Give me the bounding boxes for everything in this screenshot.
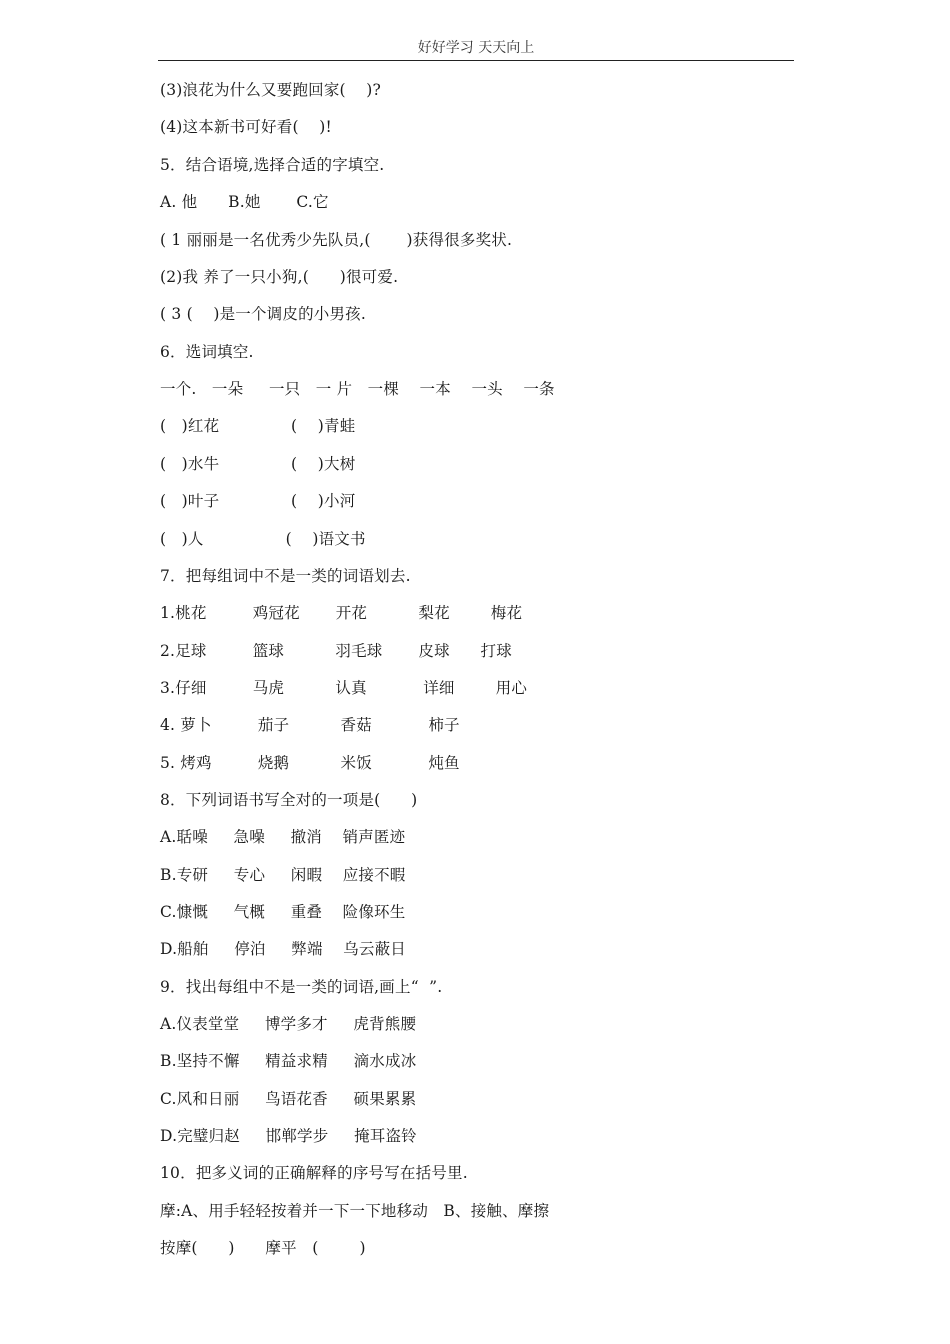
question-7-group-2: 2.足球 篮球 羽毛球 皮球 打球 <box>160 642 512 660</box>
question-7-group-3: 3.仔细 马虎 认真 详细 用心 <box>160 679 528 697</box>
question-6-row-2: ( )水牛 ( )大树 <box>160 455 356 473</box>
question-9-title: 9．找出每组中不是一类的词语,画上“ ”. <box>160 978 443 996</box>
question-9-option-d: D.完璧归赵 邯郸学步 掩耳盗铃 <box>160 1127 417 1145</box>
question-9-option-c: C.风和日丽 鸟语花香 硕果累累 <box>160 1090 417 1108</box>
question-6-row-1: ( )红花 ( )青蛙 <box>160 417 356 435</box>
question-6-row-3: ( )叶子 ( )小河 <box>160 492 356 510</box>
question-7-group-1: 1.桃花 鸡冠花 开花 梨花 梅花 <box>160 604 523 622</box>
question-7-group-5: 5. 烤鸡 烧鹅 米饭 炖鱼 <box>160 754 460 772</box>
question-5-item-1: ( 1 丽丽是一名优秀少先队员,( )获得很多奖状. <box>160 231 513 249</box>
question-8-option-c: C.慷慨 气概 重叠 险像环生 <box>160 903 406 921</box>
question-6-title: 6．选词填空. <box>160 343 254 361</box>
page-header: 好好学习 天天向上 <box>417 40 535 56</box>
question-8-option-a: A.聒噪 急噪 撤消 销声匿迹 <box>160 828 406 846</box>
question-6-row-4: ( )人 ( )语文书 <box>160 530 366 548</box>
question-9-option-b: B.坚持不懈 精益求精 滴水成冰 <box>160 1052 417 1070</box>
question-6-word-bank: 一个. 一朵 一只 一 片 一棵 一本 一头 一条 <box>160 380 555 398</box>
question-4-item-3: (3)浪花为什么又要跑回家( )? <box>160 81 382 99</box>
question-7-title: 7．把每组词中不是一类的词语划去. <box>160 567 411 585</box>
question-9-option-a: A.仪表堂堂 博学多才 虎背熊腰 <box>160 1015 417 1033</box>
question-5-item-3: ( 3 ( )是一个调皮的小男孩. <box>160 305 366 323</box>
header-divider <box>158 60 794 61</box>
question-10-blanks: 按摩( ) 摩平 ( ) <box>160 1239 366 1257</box>
question-8-option-b: B.专研 专心 闲暇 应接不暇 <box>160 866 406 884</box>
question-10-definition: 摩:A、用手轻轻按着并一下一下地移动 B、接触、摩擦 <box>160 1202 550 1220</box>
question-8-title: 8．下列词语书写全对的一项是( ) <box>160 791 418 809</box>
question-4-item-4: (4)这本新书可好看( )! <box>160 118 332 136</box>
question-7-group-4: 4. 萝卜 茄子 香菇 柿子 <box>160 716 460 734</box>
question-5-title: 5．结合语境,选择合适的字填空. <box>160 156 385 174</box>
question-10-title: 10．把多义词的正确解释的序号写在括号里. <box>160 1164 468 1182</box>
question-5-item-2: (2)我 养了一只小狗,( )很可爱. <box>160 268 399 286</box>
question-8-option-d: D.船舶 停泊 弊端 乌云蔽日 <box>160 940 406 958</box>
question-5-options: A. 他 B.她 C.它 <box>160 193 329 211</box>
